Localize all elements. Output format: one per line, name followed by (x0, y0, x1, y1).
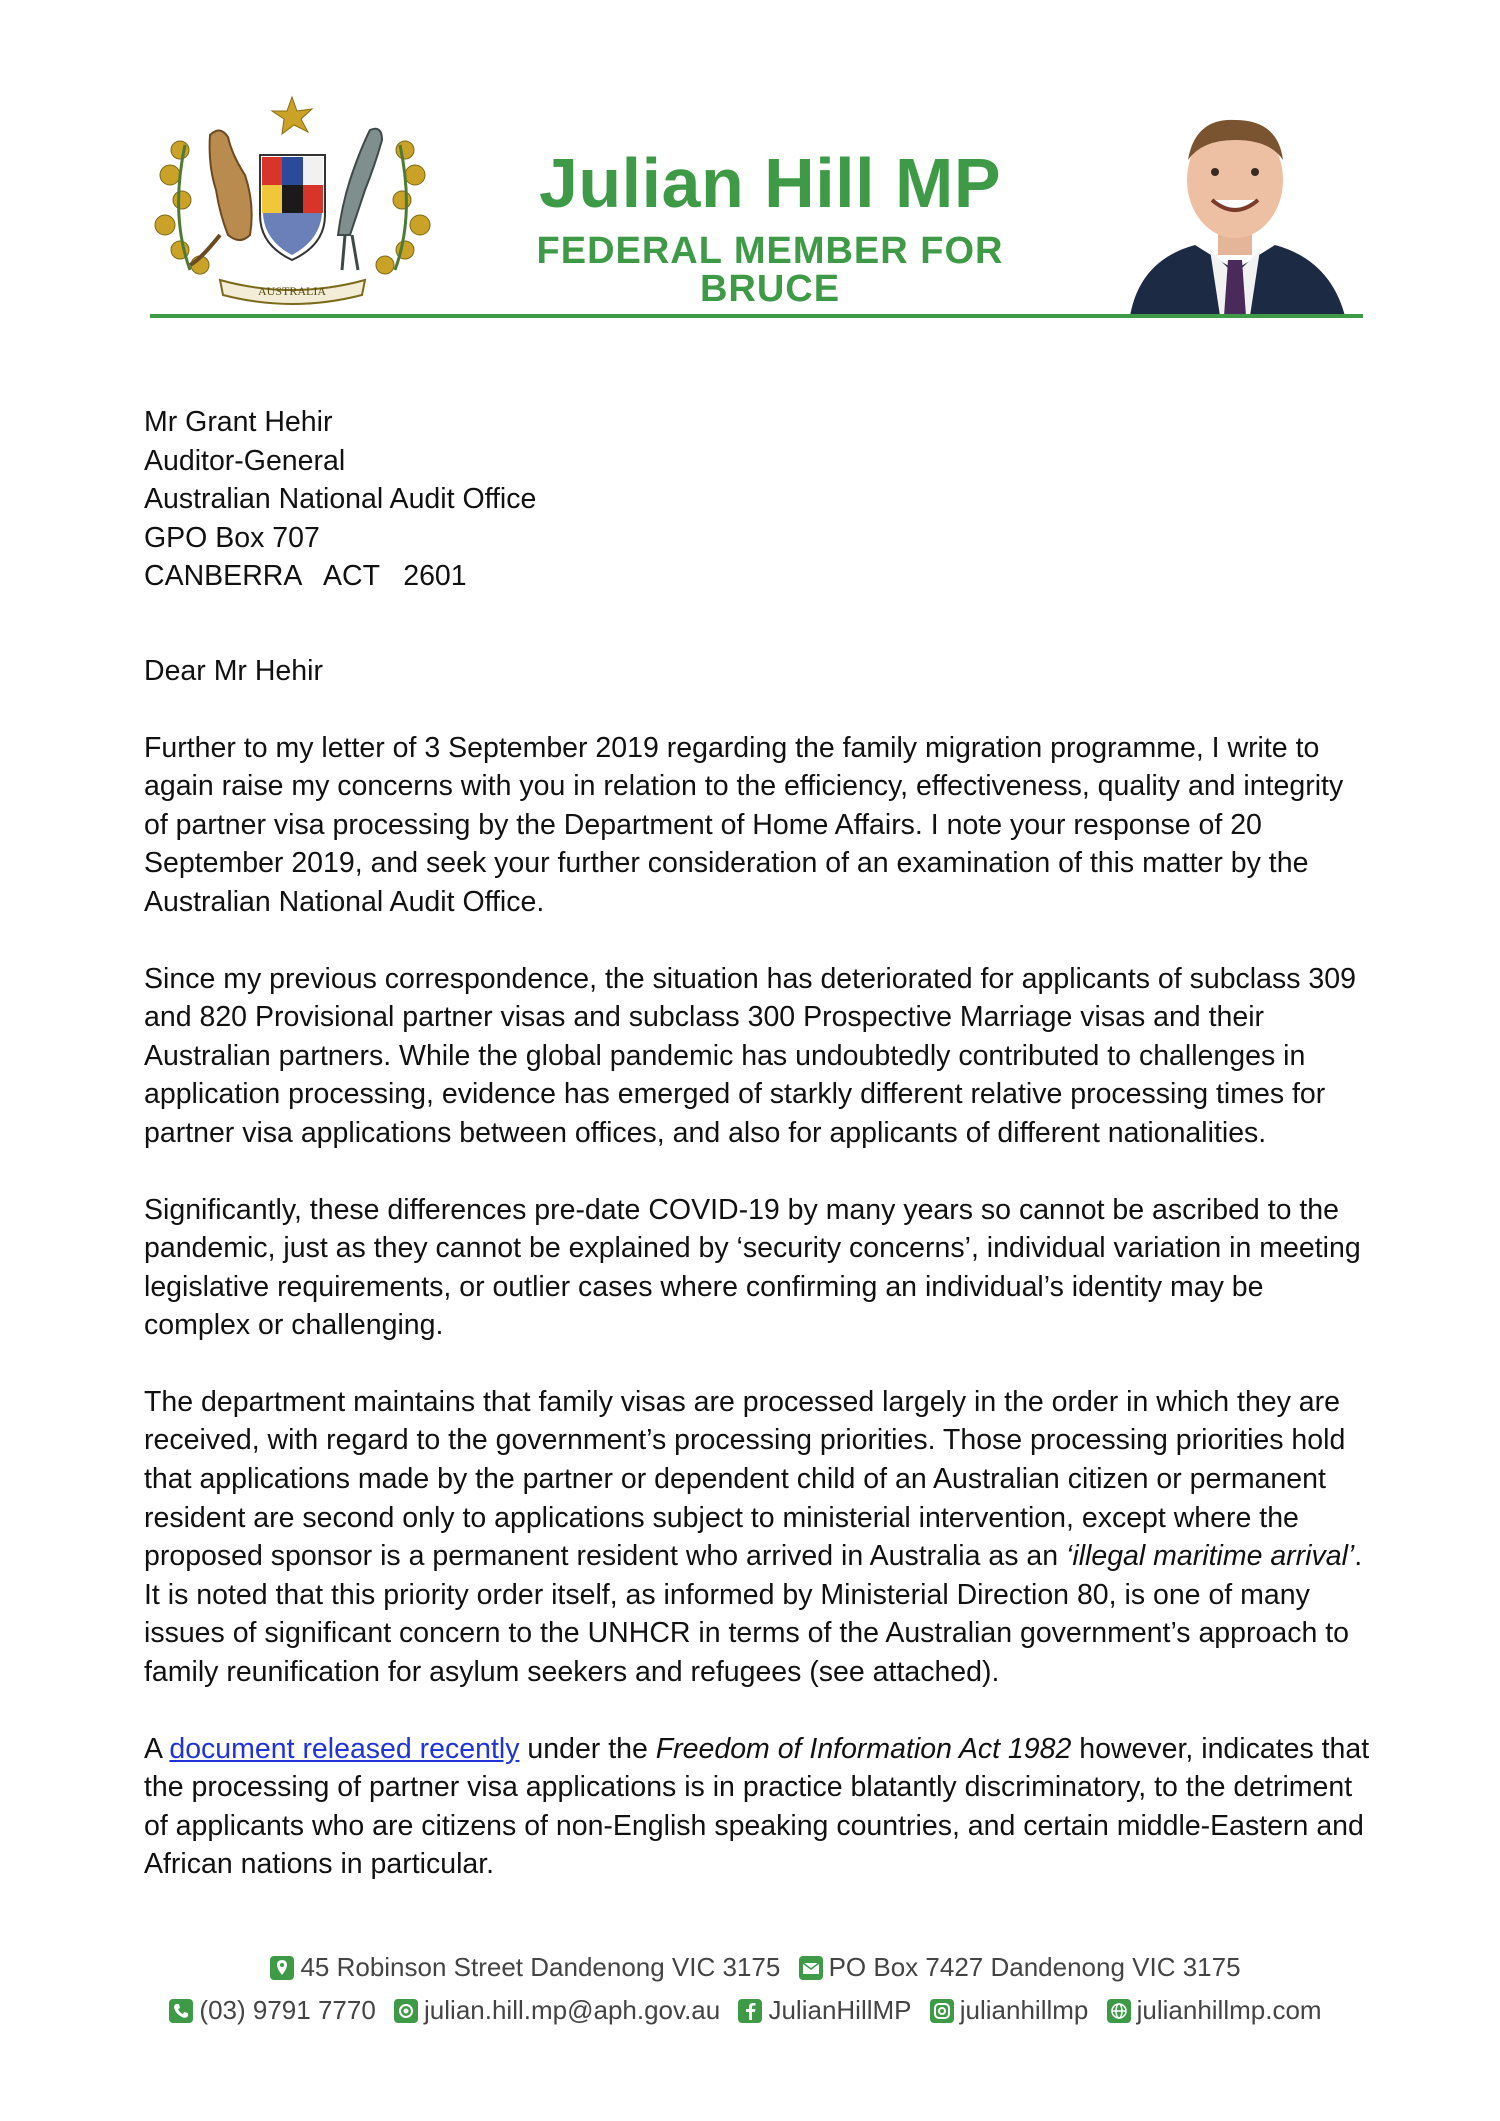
paragraph-4-text-a: The department maintains that family visas are processed largely in the order in which they are received, with regard to the government’s processing priorities. Those processing priorities hold that applications made by the partner or dependent child of an Australian citizen or permanent resident are second only to applications subject to ministerial intervention, except where the proposed sponsor is a permanent resident who arrived in Australia as an (144, 1385, 1346, 1573)
recipient-organisation: Australian National Audit Office (144, 483, 537, 516)
member-electorate: FEDERAL MEMBER FOR BRUCE (536, 230, 1004, 310)
paragraph-4-emphasis: ‘illegal maritime arrival’ (1066, 1540, 1355, 1573)
footer-website[interactable] (1106, 1995, 1322, 2026)
document-link[interactable]: document released recently (169, 1732, 520, 1765)
facebook-icon (737, 1998, 763, 2024)
phone-icon (168, 1998, 194, 2024)
at-sign-icon (393, 1998, 419, 2024)
coat-of-arms-logo (150, 95, 435, 310)
instagram-icon (929, 1998, 955, 2024)
recipient-name: Mr Grant Hehir (144, 406, 333, 438)
member-name: Julian Hill MP (538, 144, 1002, 222)
footer-contact-line (0, 1995, 1500, 2031)
paragraph-4-text-b: . It is noted that this priority order itself, as informed by Ministerial Direction 80, is one of many issues of significant concern to the UNHCR in terms of the Australian government’s approach to family reunification for asylum seekers and refugees (see attached). (144, 1540, 1363, 1689)
footer-facebook-text[interactable]: JulianHillMP (768, 1995, 912, 2025)
recipient-po-box: GPO Box 707 (144, 521, 320, 554)
paragraph-1: Further to my letter of 3 September 2019 regarding the family migration programme, I write to again raise my concerns with you in relation to the efficiency, effectiveness, quality and integrity of partner visa processing by the Department of Home Affairs. I note your response of 20 September 2019, and seek your further consideration of an examination of this matter by the Australian National Audit Office. (144, 731, 1344, 918)
footer-address-text: 45 Robinson Street Dandenong VIC 3175 (300, 1952, 781, 1982)
paragraph-5-text-a: A (144, 1732, 170, 1765)
letterhead-title (470, 144, 1070, 310)
footer-facebook[interactable] (737, 1995, 911, 2026)
recipient-title: Auditor-General (144, 444, 346, 477)
letter-body (144, 403, 1374, 1884)
paragraph-4 (144, 1383, 1374, 1692)
recipient-city: CANBERRA ACT 2601 (144, 560, 467, 593)
header-divider (150, 314, 1363, 318)
footer-instagram-text[interactable]: julianhillmp (959, 1995, 1089, 2025)
footer-email-text[interactable]: julian.hill.mp@aph.gov.au (424, 1995, 721, 2025)
crest-motto: AUSTRALIA (258, 284, 326, 298)
paragraph-2: Since my previous correspondence, the situation has deteriorated for applicants of subclass 309 and 820 Provisional partner visas and subclass 300 Prospective Marriage visas and their Australian partners. While the global pandemic has undoubtedly contributed to challenges in application processing, evidence has emerged of starkly different relative processing times for partner visa applications between offices, and also for applicants of different nationalities. (144, 962, 1356, 1149)
member-portrait (1110, 100, 1360, 316)
paragraph-3: Significantly, these differences pre-date COVID-19 by many years so cannot be ascribed to the pandemic, just as they cannot be explained by ‘security concerns’, individual variation in meeting legislative requirements, or outlier cases where confirming an individual’s identity may be complex or challenging. (144, 1193, 1361, 1342)
paragraph-5 (144, 1730, 1374, 1884)
footer-email[interactable] (393, 1995, 720, 2026)
footer-address-line (0, 1952, 1500, 1988)
footer-phone-text: (03) 9791 7770 (199, 1995, 376, 2025)
location-pin-icon (269, 1955, 295, 1981)
footer-website-text[interactable]: julianhillmp.com (1136, 1995, 1322, 2025)
footer-street-address (269, 1952, 780, 1983)
paragraph-5-text-b: under the (519, 1732, 656, 1765)
footer-po-box (798, 1952, 1241, 1983)
foi-act-title: Freedom of Information Act 1982 (655, 1732, 1072, 1765)
globe-icon (1106, 1998, 1132, 2024)
mail-icon (798, 1955, 824, 1981)
paragraph-5-text-c: however, indicates that the processing of partner visa applications is in practice blatantly discriminatory, to the detriment of applicants who are citizens of non-English speaking countries, and certain middle-Eastern and African nations in particular. (144, 1732, 1370, 1881)
salutation: Dear Mr Hehir (144, 654, 323, 687)
footer-phone (168, 1995, 375, 2026)
footer-po-box-text: PO Box 7427 Dandenong VIC 3175 (828, 1952, 1241, 1982)
footer-instagram[interactable] (929, 1995, 1089, 2026)
recipient-address (144, 403, 1374, 596)
